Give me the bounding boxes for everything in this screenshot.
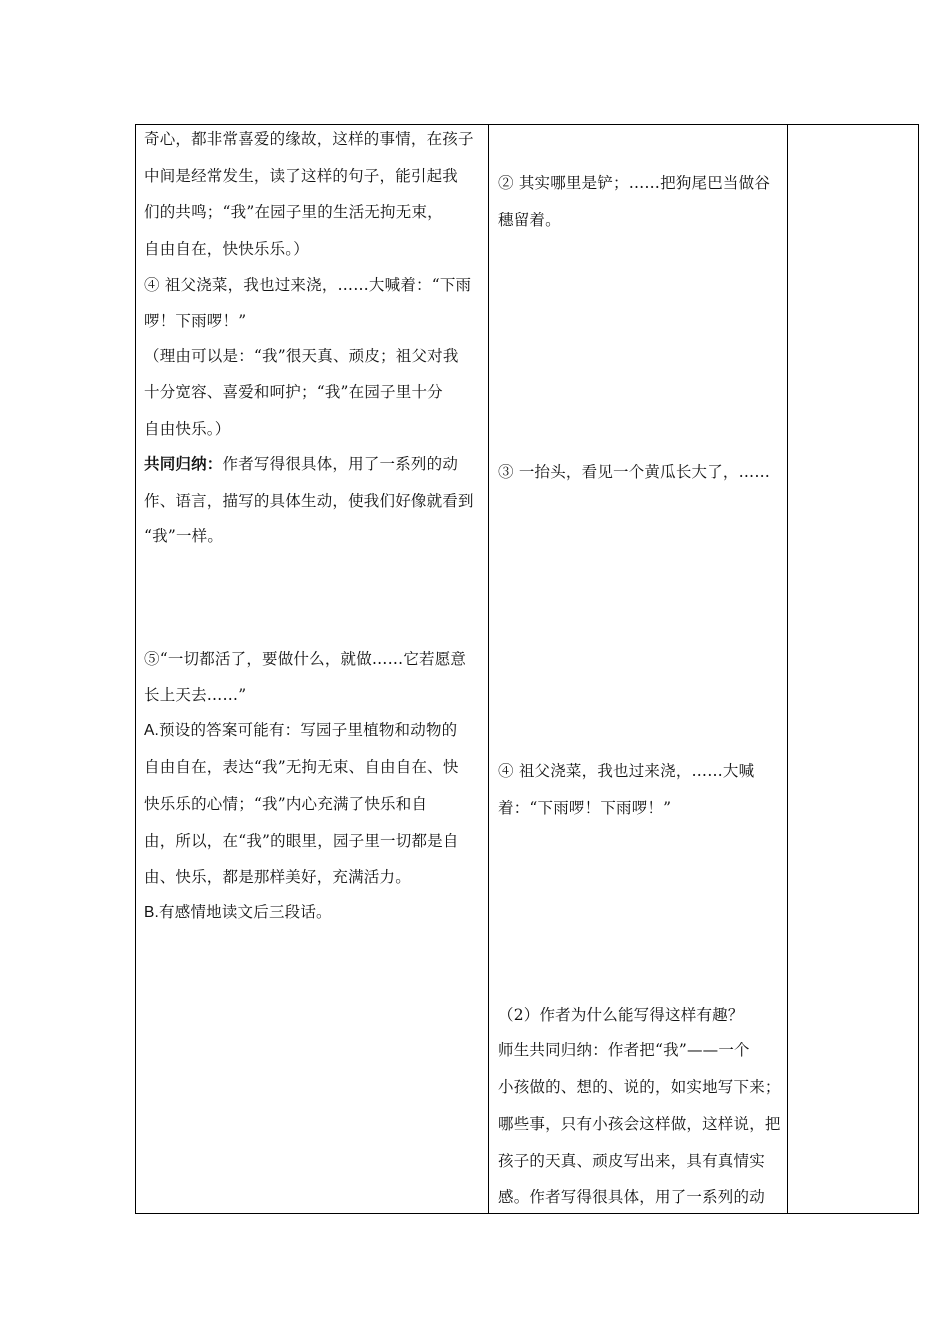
notes-column (788, 125, 918, 1213)
text-line: 奇心，都非常喜爱的缘故，这样的事情，在孩子 (144, 130, 474, 148)
text-line: 啰！下雨啰！” (144, 312, 247, 330)
text-line: 穗留着。 (498, 211, 561, 229)
teaching-process-column (136, 125, 489, 1213)
text-line: 长上天去……” (144, 686, 247, 704)
text-line: 小孩做的、想的、说的，如实地写下来； (498, 1078, 781, 1096)
summary-line (144, 454, 458, 474)
text-line: 快乐乐的心情；“我”内心充满了快乐和自 (144, 795, 428, 813)
student-activity-column (489, 125, 788, 1213)
answer-b-text: 有感情地读文后三段话。 (159, 903, 332, 921)
answer-a-text: 预设的答案可能有：写园子里植物和动物的 (159, 721, 458, 739)
text-line: 们的共鸣；“我”在园子里的生活无拘无束， (144, 203, 443, 221)
text-line: 由、快乐，都是那样美好，充满活力。 (144, 868, 411, 886)
text-line: 由，所以，在“我”的眼里，园子里一切都是自 (144, 832, 459, 850)
marker-a: A. (144, 722, 160, 739)
text-line: “我”一样。 (144, 527, 224, 545)
text-line: 自由快乐。） (144, 420, 231, 438)
text-line: ③ 一抬头，看见一个黄瓜长大了，…… (498, 463, 771, 481)
answer-a-line (144, 720, 457, 741)
text-line: ④ 祖父浇菜，我也过来浇，……大喊 (498, 762, 755, 780)
text-line: ⑤“一切都活了，要做什么，就做……它若愿意 (144, 650, 467, 668)
answer-b-line (144, 902, 332, 923)
text-line: 着：“下雨啰！下雨啰！” (498, 799, 672, 817)
text-line: 孩子的天真、顽皮写出来，具有真情实 (498, 1152, 765, 1170)
text-line: 中间是经常发生，读了这样的句子，能引起我 (144, 167, 459, 185)
summary-text: 作者写得很具体，用了一系列的动 (222, 455, 459, 473)
text-line: ② 其实哪里是铲；……把狗尾巴当做谷 (498, 174, 771, 192)
text-line: 自由自在，快快乐乐。） (144, 240, 309, 258)
text-line: （理由可以是：“我”很天真、顽皮；祖父对我 (144, 347, 459, 365)
text-line: 十分宽容、喜爱和呵护；“我”在园子里十分 (144, 383, 443, 401)
summary-label: 共同归纳： (144, 454, 223, 473)
text-line: 自由自在，表达“我”无拘无束、自由自在、快 (144, 758, 459, 776)
text-line: 感。作者写得很具体，用了一系列的动 (498, 1188, 765, 1206)
text-line: 师生共同归纳：作者把“我”——一个 (498, 1041, 750, 1059)
text-line: （2）作者为什么能写得这样有趣？ (498, 1006, 744, 1024)
text-line: ④ 祖父浇菜，我也过来浇，……大喊着：“下雨 (144, 276, 472, 294)
lesson-plan-table (135, 124, 919, 1214)
text-line: 哪些事，只有小孩会这样做，这样说，把 (498, 1115, 781, 1133)
marker-b: B. (144, 904, 160, 921)
text-line: 作、语言，描写的具体生动，使我们好像就看到 (144, 492, 474, 510)
